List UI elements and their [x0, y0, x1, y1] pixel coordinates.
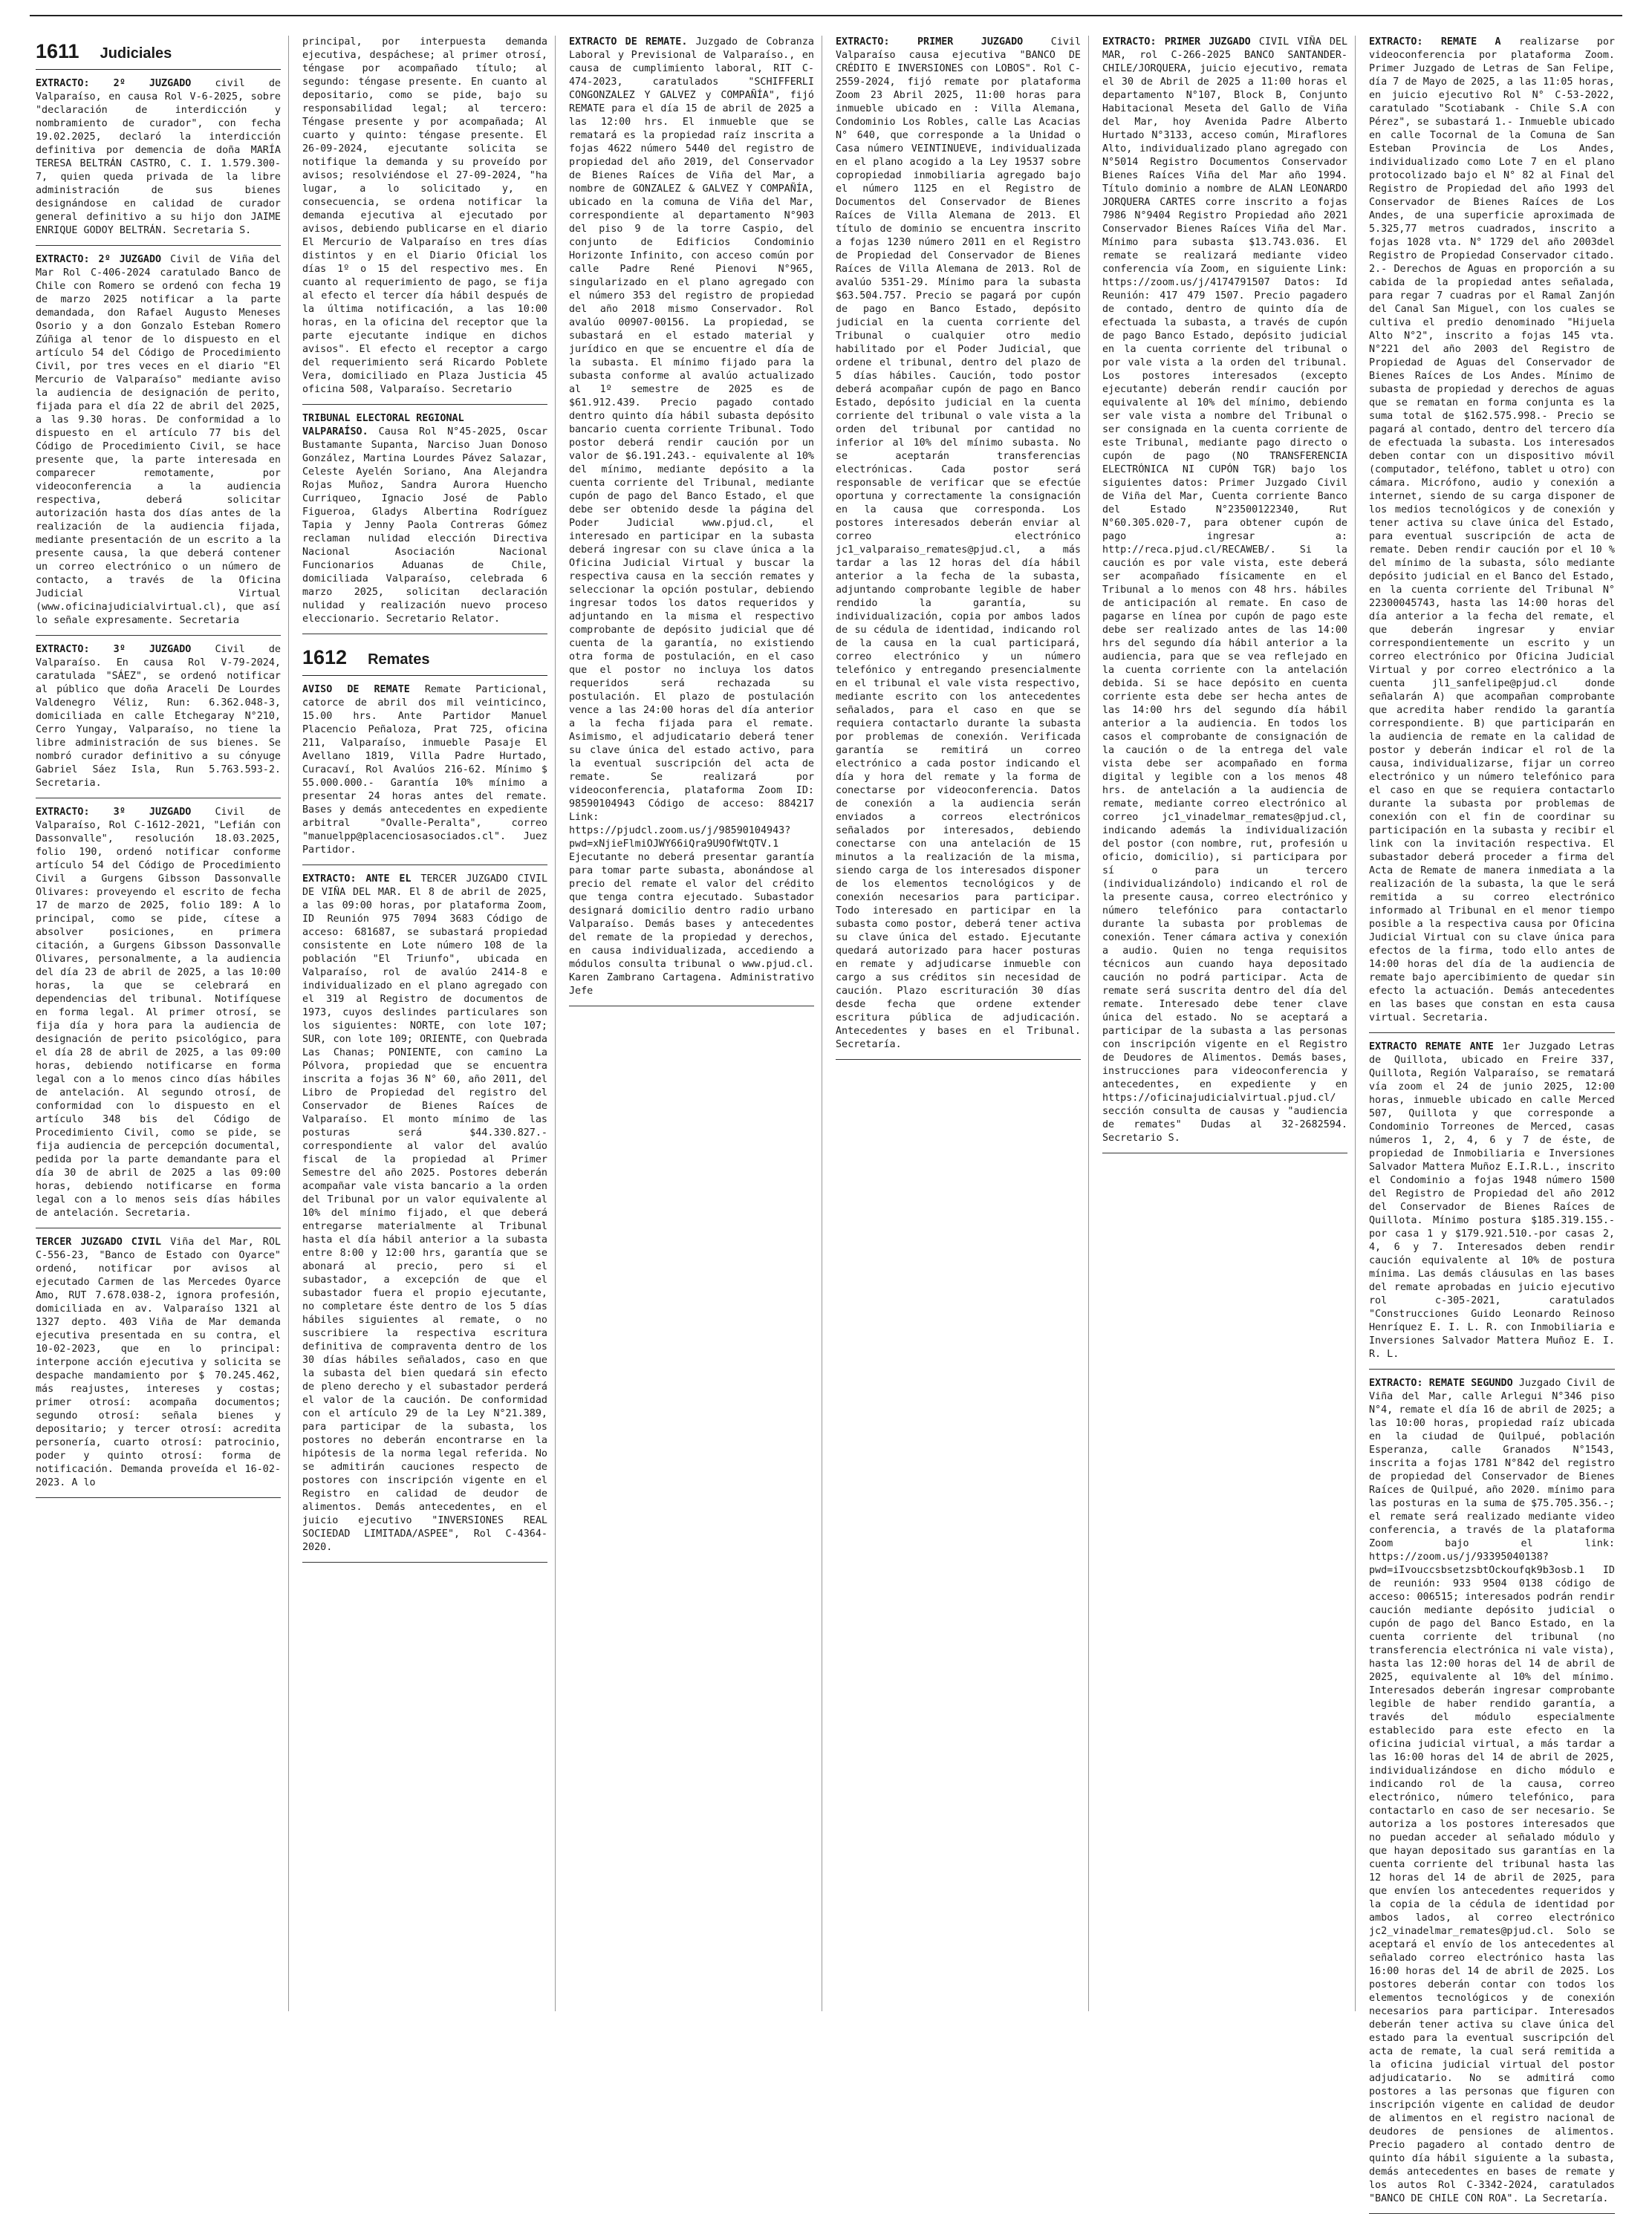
- section-number: 1612: [302, 646, 348, 668]
- section-name: Remates: [368, 651, 430, 668]
- notice-heading: EXTRACTO: REMATE A: [1369, 36, 1501, 48]
- notice-text: Juzgado de Cobranza Laboral y Previsional de Valparaíso., en causa de cumplimiento laboral, RIT C-474-2023, caratulados "SCHIFFERLI CONGONZALEZ Y GALVEZ y COMPAÑÍA", fijó REMATE para el día 15 de abril de 2025 a las 12:00 hrs. El inmueble que se rematará es la propiedad raíz inscrita a fojas 4622 número 5440 del registro de propiedad del año 2019, del Conservador de Bienes Raíces de Viña del Mar, a nombre de GONZALEZ & GALVEZ Y COMPAÑÍA, ubicado en la comuna de Viña del Mar, correspondiente al departamento N°903 del piso 9 de la torre Caspio, del conjunto de Edificios Condominio Horizonte Infinito, con acceso común por calle Padre René Pienovi N°965, singularizado en el plano agregado con el número 353 del registro de propiedad del año 2018 mismo Conservador. Rol avalúo 00907-00156. La propiedad, se subastará en el estado material y jurídico en que se encuentre el día de la subasta. El mínimo fijado para la subasta conforme al avalúo actualizado al 1º semestre de 2025 es de $61.912.439. Precio pagado contado dentro quinto día hábil subasta depósito bancario cuenta corriente Tribunal. Todo postor deberá rendir caución por un valor de $6.191.243.- equivalente al 10% del mínimo, mediante depósito a la cuenta corriente del Tribunal, mediante cupón de pago del Banco Estado, el que debe ser obtenido desde la página del Poder Judicial www.pjud.cl, el interesado en participar en la subasta deberá ingresar con su clave única a la Oficina Judicial Virtual y buscar la respectiva causa en la sección remates y seleccionar la opción postular, debiendo ingresar todos los datos requeridos y adjuntando en la misma el respectivo comprobante de depósito judicial que dé cuenta de la garantía, no existiendo otra forma de postulación, en el caso que el postor no incluya los datos requeridos será rechazada su postulación. El plazo de postulación vence a las 24:00 horas del día anterior a la fecha fijada para el remate. Asimismo, el adjudicatario deberá tener su clave única del estado activo, para la eventual suscripción del acta de remate. Se realizará por videoconferencia, plataforma Zoom ID: 98590104943 Código de acceso: 884217 Link: https://pjudcl.zoom.us/j/98590104943?pwd=xNjieFlmiOJWY66iQra9U9OfWtQTV.1 Ejecutante no deberá presentar garantía para tomar parte subasta, abonándose al precio del remate el valor del crédito que tenga contra ejecutado. Subastador designará domicilio dentro radio urbano Valparaíso. Demás bases y antecedentes del remate de la propiedad y derechos, en causa individualizada, accediendo a módulos consulta tribunal o www.pjud.cl. Karen Zambrano Cartagena. Administrativo Jefe: [569, 36, 814, 997]
- notice-text: 1er Juzgado Letras de Quillota, ubicado en Freire 337, Quillota, Región Valparaíso, se rematará vía zoom el 24 de junio 2025, 12:00 horas, inmueble ubicado en calle Merced 507, Quillota y que corresponde a Condominio Torreones de Merced, casas números 1, 2, 4, 6 y 7 de éste, de propiedad de Inmobiliaria e Inversiones Salvador Mattera Muñoz E.I.R.L., inscrito el Condominio a fojas 1948 número 1500 del Registro de Propiedad del año 2012 del Conservador de Bienes Raíces de Quillota. Mínimo postura $185.319.155.-por casa 1 y $179.921.510.-por casas 2, 4, 6 y 7. Interesados deben rendir caución equivalente al 10% de postura mínima. Las demás cláusulas en las bases del remate aprobadas en juicio ejecutivo rol c-305-2021, caratulados "Construcciones Guido Leonardo Reinoso Henríquez E. I. L. R. con Inmobiliaria e Inversiones Salvador Mattera Muñoz E. I. R. L.: [1369, 1041, 1615, 1360]
- notice-heading: EXTRACTO: 3º JUZGADO: [36, 807, 192, 818]
- column-6: [1363, 36, 1622, 2204]
- notice: [1369, 1377, 1615, 2214]
- section-name: Judiciales: [100, 45, 172, 62]
- columns: [30, 36, 1622, 2204]
- section-header-judiciales: [36, 36, 281, 70]
- notice-heading: AVISO DE REMATE: [302, 684, 410, 695]
- column-2: [296, 36, 556, 2011]
- notice-text: Remate Particional, catorce de abril dos mil veinticinco, 15.00 hrs. Ante Partidor Manuel Placencio Peñaloza, Prat 725, oficina 211, Valparaíso, inmueble Pasaje El Avellano 1819, Villa Padre Hurtado, Curacaví, Rol Avalúos 216-62. Mínimo $ 55.000.000.- Garantía 10% mínimo a presentar 24 horas antes del remate. Bases y demás antecedentes en expediente arbitral "Ovalle-Peralta", correo "manuelpp@placenciosasociados.cl". Juez Partidor.: [302, 684, 547, 856]
- notice-heading: EXTRACTO: REMATE SEGUNDO: [1369, 1378, 1513, 1389]
- notice-continuation: [302, 36, 547, 405]
- notice-text: Viña del Mar, ROL C-556-23, "Banco de Estado con Oyarce" ordenó, notificar por avisos al ejecutado Carmen de las Mercedes Oyarce Amo, RUT 7.678.038-2, ignora profesión, domiciliada en av. Valparaíso 1321 al 1327 depto. 403 Viña de Mar demanda ejecutiva presentada en su contra, el 10-02-2023, que en lo principal: interpone acción ejecutiva y solicita se despache mandamiento por $ 70.245.462, más reajustes, intereses y costas; primer otrosí: acompaña documentos; segundo otrosí: señala bienes y depositario; y tercer otrosí: acredita personería, cuarto otrosí: patrocinio, poder y quinto otrosí: forma de notificación. Demanda proveída el 16-02-2023. A lo: [36, 1237, 281, 1488]
- notice: [36, 1236, 281, 1498]
- notice: [302, 683, 547, 865]
- column-1: [30, 36, 289, 2011]
- notice-heading: EXTRACTO REMATE ANTE: [1369, 1041, 1494, 1052]
- notice: [836, 36, 1081, 1060]
- notice: [36, 643, 281, 798]
- notice-heading: EXTRACTO: 2º JUZGADO: [36, 78, 192, 89]
- notice-text: TERCER JUZGADO CIVIL DE VIÑA DEL MAR. El 8 de abril de 2025, a las 09:00 horas, por plataforma Zoom, ID Reunión 975 7094 3683 Código de acceso: 681687, se subastará propiedad consistente en Lote número 108 de la población "El Triunfo", ubicada en Valparaíso, rol de avalúo 2414-8 e individualizado en el plano agregado con el 319 al Registro de documentos de 1973, cuyos deslindes particulares son los siguientes: NORTE, con lote 107; SUR, con lote 109; ORIENTE, con Quebrada Las Chanas; PONIENTE, con camino La Pólvora, propiedad que se encuentra inscrita a fojas 36 N° 60, año 2011, del Libro de Propiedad del registro del Conservador de Bienes Raíces de Valparaíso. El monto mínimo de las posturas será $44.330.827.- correspondiente al valor del avalúo fiscal de la propiedad al Primer Semestre del año 2025. Postores deberán acompañar vale vista bancario a la orden del Tribunal por un valor equivalente al 10% del mínimo fijado, el que deberá entregarse materialmente al Tribunal hasta el día hábil anterior a la subasta entre 8:00 y 12:00 hrs, garantía que se abonará al precio, pero si el subastador, a excepción de que el subastador fuera el propio ejecutante, no completare éste dentro de los 5 días hábiles siguientes al remate, o no suscribiere la respectiva escritura definitiva de compraventa dentro de los 30 días hábiles señalados, caso en que la subasta del bien quedará sin efecto de pleno derecho y el subastador perderá el valor de la caución. De conformidad con el artículo 29 de la Ley N°21.389, para participar de la subasta, los postores no deberán encontrarse en la hipótesis de la norma legal referida. No se admitirán cauciones respecto de postores con inscripción vigente en el Registro en calidad de deudor de alimentos. Demás antecedentes, en el juicio ejecutivo "INVERSIONES REAL SOCIEDAD LIMITADA/ASPEE", Rol C-4364-2020.: [302, 873, 547, 1553]
- notice: [36, 253, 281, 636]
- column-4: [830, 36, 1089, 2011]
- notice-text: Civil de Viña del Mar Rol C-406-2024 caratulado Banco de Chile con Romero se ordenó con fecha 19 de marzo 2025 notificar a la parte demandada, don Rafael Augusto Meneses Osorio y a don Gonzalo Esteban Romero Zúñiga al tenor de lo dispuesto en el artículo 54 del Código de Procedimiento Civil, por tres veces en el diario "El Mercurio de Valparaíso" mediante aviso la audiencia de designación de perito, fijada para el día 22 de abril del 2025, a las 9.30 horas. De conformidad a lo dispuesto en el artículo 77 bis del Código de Procedimiento Civil, se hace presente que, la parte interesada en comparecer remotamente, por videoconferencia a la audiencia respectiva, deberá solicitar autorización hasta dos días antes de la realización de la audiencia fijada, mediante presentación de un escrito a la presente causa, la que deberá contener un correo electrónico o un número de contacto, a través de la Oficina Judicial Virtual (www.oficinajudicialvirtual.cl), que así lo señale expresamente. Secretaria: [36, 254, 281, 626]
- notice-text: principal, por interpuesta demanda ejecutiva, despáchese; al primer otrosí, téngase por acompañado título; al segundo: téngase presente. En cuanto al depositario, como se pide, bajo su responsabilidad legal; al tercero: Téngase presente y por acompañada; Al cuarto y quinto: téngase presente. El 26-09-2024, ejecutante solicita se notifique la demanda y su proveído por avisos; resolviéndose el 27-09-2024, "ha lugar, a lo solicitado y, en consecuencia, se ordena notificar la demanda ejecutiva al ejecutado por avisos, debiendo publicarse en el diario El Mercurio de Valparaíso en tres días distintos y en el Diario Oficial los días 1º o 15 del respectivo mes. En cuanto al requerimiento de pago, se fija al efecto el tercer día hábil después de la última notificación, a las 10:00 horas, en la oficina del receptor que la parte ejecutante indique en dichos avisos". El efecto el receptor a cargo del requerimiento será Ricardo Poblete Vera, domiciliado en Plaza Justicia 45 oficina 508, Valparaíso. Secretario: [302, 36, 547, 395]
- notice-heading: VALPARAÍSO.: [302, 426, 368, 437]
- notice-text: Civil de Valparaíso. En causa Rol V-79-2024, caratulada "SÁEZ", se ordenó notificar al público que doña Araceli De Lourdes Valdenegro Véliz, Run: 6.362.048-3, domiciliada en calle Etchegaray N°210, Cerro Yungay, Valparaíso, no tiene la libre administración de sus bienes. Se nombró curador definitivo a su cónyuge Gabriel Sáez Isla, Run 5.763.593-2. Secretaria.: [36, 644, 281, 789]
- notice-text: realizarse por videoconferencia por plataforma Zoom. Primer Juzgado de Letras de San Felipe, día 7 de Mayo de 2025, a las 11:05 horas, en juicio ejecutivo Rol N° C-53-2022, caratulado "Scotiabank - Chile S.A con Pérez", se subastará 1.- Inmueble ubicado en calle Tocornal de la Comuna de San Esteban Provincia de Los Andes, individualizado como Lote 7 en el plano protocolizado bajo el N° 82 al Final del Registro de Propiedad del año 1993 del Conservador de Bienes Raíces de Los Andes, de una superficie aproximada de 5.325,77 metros cuadrados, inscrito a fojas 1028 vta. N° 1729 del año 2003del Registro de Propiedad Conservador citado. 2.- Derechos de Aguas en proporción a su cabida de la propiedad antes señalada, para regar 7 cuadras por el Ramal Zanjón del Canal San Miguel, con los cuales se cultiva el predio denominado "Hijuela Alto N°2", inscrito a fojas 145 vta. N°221 del año 2003 del Registro de Propiedad de Aguas del Conservador de Bienes Raíces de Los Andes. Mínimo de subasta de propiedad y derechos de aguas que se rematan en forma conjunta es la suma total de $162.575.998.- Precio se pagará al contado, dentro del tercero día de efectuada la subasta. Los interesados deben contar con un dispositivo móvil (computador, teléfono, tablet u otro) con cámara. Micrófono, audio y conexión a internet, siendo de su carga disponer de los medios tecnológicos y de conexión y tener activa su clave única del Estado, para eventual suscripción de acta de remate. Deben rendir caución por el 10 % del mínimo de la subasta, sólo mediante depósito judicial en el Banco del Estado, en la cuenta corriente del Tribunal N° 22300045743, hasta las 14:00 horas del día anterior a la fecha del remate, el que deberán ingresar y enviar correspondientemente un escrito y un correo electrónico por Oficina Judicial Virtual y por correo electrónico a la cuenta jl1_sanfelipe@pjud.cl donde señalarán A) que acompañan comprobante que acredita haber rendido la garantía correspondiente. B) que participarán en la audiencia de remate en la calidad de postor y deberán indicar el rol de la causa, individualizarse, fijar un correo electrónico y un número telefónico para el caso en que se requiera contactarlo durante la subasta por problemas de conexión con el fin de coordinar su participación en la subasta y recibir el link con la invitación respectiva. El subastador deberá proceder a firma del Acta de Remate de manera inmediata a la realización de la subasta, la que le será remitida a su correo electrónico informado al Tribunal en el menor tiempo posible a la respectiva causa por Oficina Judicial Virtual con su clave única para efectos de la firma, todo ello antes de 14:00 horas del día de la audiencia de remate bajo apercibimiento de quedar sin efecto la actuación. Demás antecedentes en las bases que constan en esta causa virtual. Secretaria.: [1369, 36, 1615, 1023]
- notice-heading: EXTRACTO: ANTE EL: [302, 873, 412, 885]
- notice-text: Civil Valparaíso causa ejecutiva "BANCO DE CRÉDITO E INVERSIONES con LOBOS". Rol C-2559-2024, fijó remate por plataforma Zoom 23 Abril 2025, 11:00 horas para inmueble ubicado en : Villa Alemana, Condominio Los Robles, calle Las Acacias N° 640, que corresponde a la Unidad o Casa número VEINTINUEVE, individualizada en el plano acogido a la Ley 19537 sobre copropiedad inmobiliaria agregado bajo el número 1125 en el Registro de Documentos del Conservador de Bienes Raíces de Villa Alemana de 2013. El título de dominio se encuentra inscrito a fojas 1230 número 2011 en el Registro de Propiedad del Conservador de Bienes Raíces de Villa Alemana de 2013. Rol de avalúo 5351-29. Mínimo para la subasta $63.504.757. Precio se pagará por cupón de pago en Banco Estado, depósito judicial en la cuenta corriente del Tribunal o cualquier otro medio habilitado por el Poder Judicial, que ordene el tribunal, dentro del plazo de 5 días hábiles. Caución, todo postor deberá acompañar cupón de pago en Banco Estado, depósito judicial en la cuenta corriente del tribunal o vale vista a la orden del tribunal por cantidad no inferior al 10% del mínimo subasta. No se aceptarán transferencias electrónicas. Cada postor será responsable de verificar que se efectúe oportuna y correctamente la consignación en la causa que corresponda. Los postores interesados deberán enviar al correo electrónico jc1_valparaiso_remates@pjud.cl, a más tardar a las 12 horas del día hábil anterior a la fecha de la subasta, adjuntando comprobante legible de haber rendido la garantía, su individualización, copia por ambos lados de su cédula de identidad, indicando rol de la causa en la cual participará, correo electrónico y un número telefónico y entregando presencialmente en el tribunal el vale vista respectivo, mediante escrito con los antecedentes señalados, para el caso en que se requiera contactarlo durante la subasta por problemas de conexión. Verificada garantía se remitirá un correo electrónico a cada postor indicando el día y hora del remate y la forma de conectarse por videoconferencia. Datos de conexión a la audiencia serán enviados a correos electrónicos señalados por interesados, debiendo conectarse con una antelación de 15 minutos a la realización de la misma, siendo carga de los interesados disponer de los elementos tecnológicos y de conexión necesarios para participar. Todo interesado en participar en la subasta como postor, deberá tener activa su clave única del estado. Ejecutante quedará autorizado para hacer posturas en remate y adjudicarse inmueble con cargo a sus créditos sin necesidad de caución. Plazo escrituración 30 días desde fecha que ordene extender escritura pública de adjudicación. Antecedentes y bases en el Tribunal. Secretaría.: [836, 36, 1082, 1050]
- notice: [36, 77, 281, 246]
- notice-heading: EXTRACTO: PRIMER JUZGADO: [1102, 36, 1251, 48]
- notice-heading: EXTRACTO: 2º JUZGADO: [36, 254, 162, 265]
- notice: [1102, 36, 1347, 1153]
- notice: [36, 806, 281, 1228]
- notice-text: Causa Rol N°45-2025, Oscar Bustamante Supanta, Narciso Juan Donoso González, Martina Lourdes Pávez Salazar, Celeste Ayelén Soriano, Ana Alejandra Rojas Muñoz, Sandra Aurora Huencho Curriqueo, Ignacio José de Pablo Figueroa, Gladys Albertina Rodríguez Tapia y Jenny Paola Contreras Gómez reclaman nulidad elección Directiva Nacional Asociación Nacional Funcionarios Aduanas de Chile, domiciliada Valparaíso, celebrada 6 marzo 2025, solicitan declaración nulidad y realización nuevo proceso eleccionario. Secretario Relator.: [302, 426, 548, 625]
- notice: [1369, 1041, 1615, 1370]
- notice: [302, 412, 547, 634]
- notice: [569, 36, 814, 1006]
- notice-heading: EXTRACTO DE REMATE.: [569, 36, 688, 48]
- notice-text: Civil de Valparaíso, Rol C-1612-2021, "Lefián con Dassonvalle", resolución 18.03.2025, folio 190, ordenó notificar conforme artículo 54 del Código de Procedimiento Civil a Gurgens Gibsson Dassonvalle Olivares: proveyendo el escrito de fecha 17 de marzo de 2025, folio 189: A lo principal, como se pide, cítese a absolver posiciones, en primera citación, a Gurgens Gibsson Dassonvalle Olivares, personalmente, a la audiencia del día 23 de abril de 2025, a las 10:00 horas, la que se celebrará en dependencias del tribunal. Notifíquese en forma legal. Al primer otrosí, se fija día y hora para la audiencia de designación de perito psicológico, para el día 28 de abril de 2025, a las 09:00 horas, debiendo notificarse en forma legal con a lo menos cinco días hábiles de antelación. Al segundo otrosí, de conformidad con lo dispuesto en el artículo 348 bis del Código de Procedimiento Civil, como se pide, se fija audiencia de percepción documental, pedida por la parte demandante para el día 30 de abril de 2025 a las 09:00 horas, debiendo notificarse en forma legal con a lo menos seis días hábiles de antelación. Secretaria.: [36, 807, 281, 1219]
- section-number: 1611: [36, 40, 79, 62]
- notice: [302, 873, 547, 1563]
- notice-text: CIVIL VIÑA DEL MAR, rol C-266-2025 BANCO SANTANDER-CHILE/JORQUERA, juicio ejecutivo, remata el 30 de Abril de 2025 a 11:00 horas el departamento N°107, Block B, Conjunto Habitacional Meseta del Gallo de Viña del Mar, hoy Avenida Padre Alberto Hurtado N°3133, acceso común, Miraflores Alto, individualizado plano agregado con N°5014 Registro Documentos Conservador Bienes Raíces Viña del Mar año 1994. Título dominio a nombre de ALAN LEONARDO JORQUERA CARTES corre inscrito a fojas 7986 N°9404 Registro Propiedad año 2021 Conservador Bienes Raíces Viña del Mar. Mínimo para subasta $13.743.036. El remate se realizará mediante video conferencia vía Zoom, en siguiente Link: https://zoom.us/j/4174791507 Datos: Id Reunión: 417 479 1507. Precio pagadero de contado, dentro de quinto día de efectuada la subasta, a través de cupón de pago Banco Estado, depósito judicial en la cuenta corriente del tribunal o por vale vista a la orden del tribunal. Los postores interesados (excepto ejecutante) deberán rendir caución por equivalente al 10% del mínimo, debiendo ser vale vista a nombre del Tribunal o ser consignada en la cuenta corriente de este Tribunal, mediante pago directo o cupón de pago (NO TRANSFERENCIA ELECTRÓNICA NI CUPÓN TGR) bajo los siguientes datos: Primer Juzgado Civil de Viña del Mar, Cuenta corriente Banco del Estado N°23500122340, Rut N°60.305.020-7, para obtener cupón de pago ingresar a: http://reca.pjud.cl/RECAWEB/. Si la caución es por vale vista, este deberá ser acompañado físicamente en el Tribunal a lo menos con 48 hrs. hábiles de anticipación al remate. En caso de pagarse en línea por cupón de pago este debe ser realizado antes de las 14:00 hrs del segundo día hábil anterior a la audiencia, para que se vea reflejado en la cuenta corriente con la antelación debida. Si se hace depósito en cuenta corriente esta debe ser hecha antes de las 14:00 hrs del segundo día hábil anterior a la audiencia. En todos los casos el comprobante de consignación de la caución o de la entrega del vale vista debe ser acompañado en forma digital y legible con a los menos 48 hrs. de antelación a la audiencia de remate, mediante correo electrónico al correo jc1_vinadelmar_remates@pjud.cl, indicando además la individualización del postor (con nombre, rut, profesión u oficio, domicilio), si participara por sí o para un tercero (individualizándolo) indicando el rol de la presente causa, correo electrónico y número telefónico para contactarlo durante la subasta por problemas de conexión. Tener cámara activa y conexión a audio. Quien no tenga requisitos técnicos aun cuando haya depositado caución no podrá participar. Acta de remate será suscrita dentro del día del remate. Interesado debe tener clave única del estado. No se aceptará a participar de la subasta a las personas con inscripción vigente en el Registro de Deudores de Alimentos. Demás bases, instrucciones para videoconferencia y antecedentes, en expediente y en https://oficinajudicialvirtual.pjud.cl/ sección consulta de causas y "audiencia de remates" Dudas al 32-2682594. Secretario S.: [1102, 36, 1348, 1144]
- notice-heading: EXTRACTO: PRIMER JUZGADO: [836, 36, 1024, 48]
- notice-text: Juzgado Civil de Viña del Mar, calle Arlegui N°346 piso N°4, remate el día 16 de abril de 2025; a las 10:00 horas, propiedad raíz ubicada en la ciudad de Quilpué, población Esperanza, calle Granados N°1543, inscrita a fojas 1781 N°842 del registro de propiedad del Conservador de Bienes Raíces de Quilpué, año 2020. mínimo para las posturas en la suma de $75.705.356.-; el remate será realizado mediante video conferencia, a través de la plataforma Zoom bajo el link: https://zoom.us/j/93395040138?pwd=iIvouccsbsetzsbtOckoufqk9b3osb.1 ID de reunión: 933 9504 0138 código de acceso: 006515; interesados podrán rendir caución mediante depósito judicial o cupón de pago del Banco Estado, en la cuenta corriente del tribunal (no transferencia electrónica ni vale vista), hasta las 12:00 horas del 14 de abril de 2025, equivalente al 10% del mínimo. Interesados deberán ingresar comprobante legible de haber rendido garantía, a través del módulo especialmente establecido para este efecto en la oficina judicial virtual, a más tardar a las 16:00 horas del 14 de abril de 2025, individualizándose en dicho módulo e indicando rol de la causa, correo electrónico, número telefónico, para contactarlo en caso de ser necesario. Se autoriza a los postores interesados que no puedan acceder al señalado módulo y que hayan depositado sus garantías en la cuenta corriente del tribunal hasta las 12 horas del 14 de abril de 2025, para que envíen los antecedentes requeridos y la copia de la cédula de identidad por ambos lados, al correo electrónico jc2_vinadelmar_remates@pjud.cl. Solo se aceptará el envío de los antecedentes al señalado correo electrónico hasta las 16:00 horas del 14 de abril de 2025. Los postores deberán contar con todos los elementos tecnológicos y de conexión necesarios para participar. Interesados deberán tener activa su clave única del estado para la eventual suscripción del acta de remate, la cual será remitida a la oficina judicial virtual del postor adjudicatario. No se admitirá como postores a las personas que figuren con inscripción vigente en calidad de deudor de alimentos en el registro nacional de deudores de pensiones de alimentos. Precio pagadero al contado dentro de quinto día hábil siguiente a la subasta, demás antecedentes en bases de remate y los autos Rol C-3342-2024, caratulados "BANCO DE CHILE CON ROA". La Secretaría.: [1369, 1378, 1615, 2204]
- section-header-remates: [302, 642, 547, 676]
- notice-heading: TERCER JUZGADO CIVIL: [36, 1237, 162, 1248]
- column-3: [563, 36, 822, 2011]
- notice-text: civil de Valparaíso, en causa Rol V-6-2025, sobre "declaración de interdicción y nombramiento de curador", con fecha 19.02.2025, declaró la interdicción definitiva por demencia de doña MARÍA TERESA BELTRÁN CASTRO, C. I. 1.579.300-7, quien queda privada de la libre administración de sus bienes designándose en calidad de curador general definitivo a su hijo don JAIME ENRIQUE GODOY BELTRÁN. Secretaria S.: [36, 78, 281, 236]
- notice-section-title: TRIBUNAL ELECTORAL REGIONAL: [302, 413, 464, 424]
- top-rule: [30, 15, 1622, 16]
- notice-heading: EXTRACTO: 3º JUZGADO: [36, 644, 192, 655]
- column-5: [1096, 36, 1356, 2011]
- notice: [1369, 36, 1615, 1033]
